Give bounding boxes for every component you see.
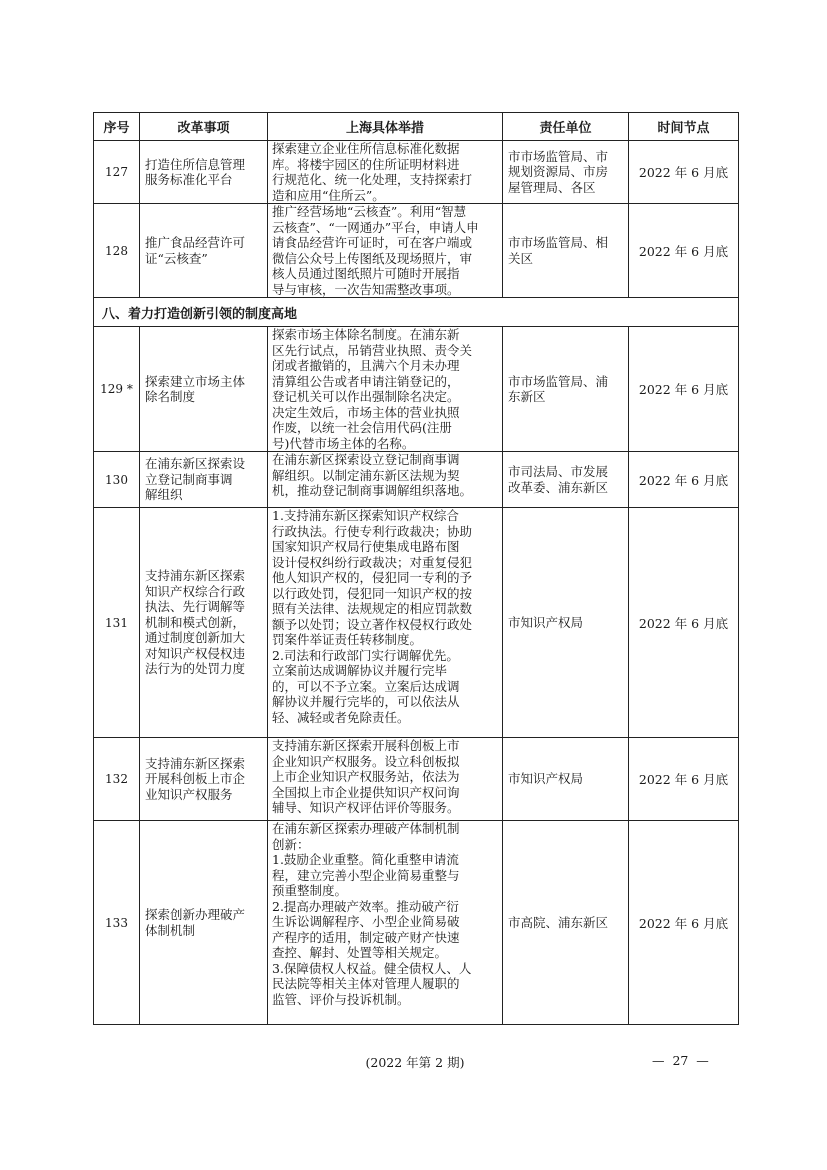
responsible-unit xyxy=(503,821,629,1025)
table-row xyxy=(94,452,739,508)
unit-line: 改革委、浦东新区 xyxy=(508,479,609,495)
measure-line: 在浦东新区探索办理破产体制机制 xyxy=(272,821,460,836)
issue-label: (2022 年第 2 期) xyxy=(365,1055,465,1070)
specific-measures xyxy=(268,738,503,821)
item-line: 立登记制商事调 xyxy=(145,471,233,487)
measure-line: 1.鼓励企业重整。简化重整申请流 xyxy=(272,852,459,867)
responsible-unit xyxy=(503,141,629,204)
deadline: 2022 年 6 月底 xyxy=(629,821,739,1025)
unit-line: 关区 xyxy=(508,250,534,266)
measure-line: 探索建立企业住所信息标准化数据 xyxy=(272,141,460,156)
measure-line: 请食品经营许可证时，可在客户端或 xyxy=(272,235,473,250)
deadline: 2022 年 6 月底 xyxy=(629,508,739,738)
item-line: 法行为的处罚力度 xyxy=(145,661,246,677)
table-row xyxy=(94,204,739,298)
item-line: 支持浦东新区探索 xyxy=(145,568,246,584)
measure-line: 推广经营场地“云核查”。利用“智慧 xyxy=(272,204,467,219)
measure-line: 解组织。以制定浦东新区法规为契 xyxy=(272,467,460,483)
row-number: 128 xyxy=(94,204,140,298)
responsible-unit xyxy=(503,452,629,508)
row-number: 133 xyxy=(94,821,140,1025)
measure-line: 的，可以不予立案。立案后达成调 xyxy=(272,678,460,694)
measure-line: 以行政处罚，侵犯同一知识产权的按 xyxy=(272,585,473,601)
table-row xyxy=(94,508,739,738)
measure-line: 额予以处罚；设立著作权侵权行政处 xyxy=(272,616,473,632)
measure-line: 创新： xyxy=(272,836,310,852)
item-line: 打造住所信息管理 xyxy=(145,156,246,172)
section-title: 八、着力打造创新引领的制度高地 xyxy=(94,298,739,327)
unit-line: 市司法局、市发展 xyxy=(508,464,609,479)
measure-line: 罚案件举证责任转移制度。 xyxy=(272,632,423,647)
responsible-unit xyxy=(503,738,629,821)
measure-line: 设计侵权纠纷行政裁决；对重复侵犯 xyxy=(272,554,473,570)
unit-line: 市知识产权局 xyxy=(508,771,584,787)
measure-line: 上市企业知识产权服务站，依法为 xyxy=(272,769,460,784)
specific-measures xyxy=(268,141,503,204)
measure-line: 2.司法和行政部门实行调解优先。 xyxy=(272,647,459,663)
measure-line: 3.保障债权人权益。健全债权人、人 xyxy=(272,960,472,976)
measure-line: 解协议并履行完毕的，可以依法从 xyxy=(272,694,460,709)
item-line: 执法、先行调解等 xyxy=(145,599,246,615)
item-line: 服务标准化平台 xyxy=(145,172,233,187)
measure-line: 作废，以统一社会信用代码(注册 xyxy=(272,420,452,435)
measure-line: 闭或者撤销的，且满六个月未办理 xyxy=(272,358,460,373)
measure-line: 探索市场主体除名制度。在浦东新 xyxy=(272,327,460,342)
measure-line: 他人知识产权的，侵犯同一专利的予 xyxy=(272,570,473,585)
table-row xyxy=(94,738,739,821)
reform-item xyxy=(140,204,268,298)
measure-line: 决定生效后，市场主体的营业执照 xyxy=(272,404,460,420)
responsible-unit xyxy=(503,327,629,452)
measure-line: 登记机关可以作出强制除名决定。 xyxy=(272,389,460,404)
deadline: 2022 年 6 月底 xyxy=(629,204,739,298)
table-row xyxy=(94,327,739,452)
row-number: 129 * xyxy=(94,327,140,452)
measure-line: 生诉讼调解程序、小型企业简易破 xyxy=(272,914,460,929)
measure-line: 民法院等相关主体对管理人履职的 xyxy=(272,976,460,991)
responsible-unit xyxy=(503,508,629,738)
responsible-unit xyxy=(503,204,629,298)
deadline: 2022 年 6 月底 xyxy=(629,452,739,508)
row-number: 130 xyxy=(94,452,140,508)
reform-item xyxy=(140,327,268,452)
deadline: 2022 年 6 月底 xyxy=(629,141,739,204)
unit-line: 规划资源局、市房 xyxy=(508,164,609,180)
item-line: 探索创新办理破产 xyxy=(145,907,246,922)
measure-line: 库。将楼宇园区的住所证明材料进 xyxy=(272,156,460,172)
unit-line: 市市场监管局、相 xyxy=(508,235,609,250)
deadline: 2022 年 6 月底 xyxy=(629,327,739,452)
measure-line: 行政执法。行使专利行政裁决；协助 xyxy=(272,523,473,539)
measure-line: 云核查”、“一网通办”平台，申请人申 xyxy=(272,219,479,235)
unit-line: 市高院、浦东新区 xyxy=(508,914,609,930)
unit-line: 市知识产权局 xyxy=(508,614,584,630)
row-number: 132 xyxy=(94,738,140,821)
item-line: 知识产权综合行政 xyxy=(145,583,246,599)
item-line: 解组织 xyxy=(145,487,183,503)
measure-line: 轻、减轻或者免除责任。 xyxy=(272,709,410,725)
table-row xyxy=(94,821,739,1025)
unit-line: 东新区 xyxy=(508,389,546,404)
specific-measures xyxy=(268,508,503,738)
measure-line: 支持浦东新区探索开展科创板上市 xyxy=(272,738,460,753)
measure-line: 辅导、知识产权评估评价等服务。 xyxy=(272,800,460,815)
measure-line: 造和应用“住所云”。 xyxy=(272,187,385,203)
item-line: 机制和模式创新， xyxy=(145,614,246,630)
item-line: 业知识产权服务 xyxy=(145,786,233,802)
item-line: 在浦东新区探索设 xyxy=(145,456,246,472)
measure-line: 预重整制度。 xyxy=(272,883,348,898)
measure-line: 机，推动登记制商事调解组织落地。 xyxy=(272,483,473,498)
measure-line: 监管、评价与投诉机制。 xyxy=(272,991,410,1007)
measure-line: 企业知识产权服务。设立科创板拟 xyxy=(272,753,460,769)
measure-line: 产程序的适用，制定破产财产快速 xyxy=(272,929,460,945)
measure-line: 程，建立完善小型企业简易重整与 xyxy=(272,867,460,883)
item-line: 除名制度 xyxy=(145,389,196,404)
measure-line: 在浦东新区探索设立登记制商事调 xyxy=(272,452,460,467)
measure-line: 查控、解封、处置等相关规定。 xyxy=(272,945,448,960)
section-row xyxy=(94,298,739,327)
header-measure: 上海具体举措 xyxy=(268,113,503,141)
measure-line: 核人员通过图纸照片可随时开展指 xyxy=(272,266,460,281)
header-item: 改革事项 xyxy=(140,113,268,141)
table-row xyxy=(94,141,739,204)
item-line: 体制机制 xyxy=(145,922,196,938)
measure-line: 全国拟上市企业提供知识产权问询 xyxy=(272,784,460,800)
measure-line: 导与审核，一次告知需整改事项。 xyxy=(272,281,460,297)
row-number: 131 xyxy=(94,508,140,738)
reform-item xyxy=(140,738,268,821)
item-line: 推广食品经营许可 xyxy=(145,235,246,250)
measure-line: 微信公众号上传图纸及现场照片，审 xyxy=(272,250,473,266)
measure-line: 清算组公告或者申请注销登记的， xyxy=(272,373,460,389)
measure-line: 区先行试点，吊销营业执照、责令关 xyxy=(272,342,473,358)
specific-measures xyxy=(268,821,503,1025)
measure-line: 立案前达成调解协议并履行完毕 xyxy=(272,663,448,678)
reform-item xyxy=(140,452,268,508)
measure-line: 1.支持浦东新区探索知识产权综合 xyxy=(272,508,459,523)
measure-line: 国家知识产权局行使集成电路布图 xyxy=(272,539,460,554)
reform-item xyxy=(140,821,268,1025)
specific-measures xyxy=(268,327,503,452)
measure-line: 照有关法律、法规规定的相应罚款数 xyxy=(272,601,473,616)
item-line: 对知识产权侵权违 xyxy=(145,645,246,661)
reform-item xyxy=(140,508,268,738)
item-line: 证“云核查” xyxy=(145,250,208,266)
deadline: 2022 年 6 月底 xyxy=(629,738,739,821)
unit-line: 屋管理局、各区 xyxy=(508,179,596,195)
item-line: 开展科创板上市企 xyxy=(145,771,246,787)
specific-measures xyxy=(268,204,503,298)
header-time: 时间节点 xyxy=(629,113,739,141)
measure-line: 行规范化、统一化处理，支持探索打 xyxy=(272,172,473,187)
reform-item xyxy=(140,141,268,204)
table-body xyxy=(94,141,739,1025)
measure-line: 号)代替市场主体的名称。 xyxy=(272,435,415,451)
item-line: 支持浦东新区探索 xyxy=(145,755,246,771)
specific-measures xyxy=(268,452,503,508)
header-no: 序号 xyxy=(94,113,140,141)
header-unit: 责任单位 xyxy=(503,113,629,141)
row-number: 127 xyxy=(94,141,140,204)
table-header-row xyxy=(94,113,739,141)
item-line: 探索建立市场主体 xyxy=(145,373,246,389)
reform-table xyxy=(93,112,739,1025)
unit-line: 市市场监管局、市 xyxy=(508,148,609,164)
unit-line: 市市场监管局、浦 xyxy=(508,373,609,389)
page-number: — 27 — xyxy=(652,1053,709,1068)
measure-line: 2.提高办理破产效率。推动破产衍 xyxy=(272,898,459,914)
item-line: 通过制度创新加大 xyxy=(145,630,246,646)
